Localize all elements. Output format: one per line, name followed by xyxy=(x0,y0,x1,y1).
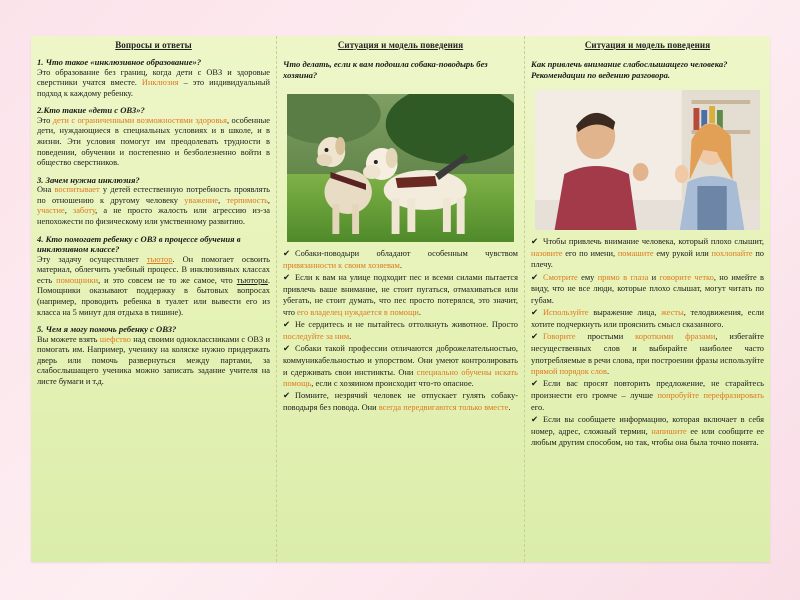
conversation-illustration xyxy=(535,90,760,230)
check-icon: ✔ xyxy=(531,379,539,389)
check-icon: ✔ xyxy=(531,272,539,282)
hearing-tips xyxy=(531,236,764,449)
question-heading: 5. Чем я могу помочь ребенку с ОВЗ? xyxy=(37,324,177,335)
check-icon: ✔ xyxy=(283,320,291,330)
question-heading: 3. Зачем нужна инклюзия? xyxy=(37,174,140,185)
list-item: ✔ Используйте выражение лица, жесты, телодвижения, если хотите подчеркнуть или прояснить смысл сказанного. xyxy=(531,308,765,329)
check-icon: ✔ xyxy=(283,344,291,354)
check-icon: ✔ xyxy=(283,391,291,401)
column-title: Вопросы и ответы xyxy=(115,40,192,50)
answer-text: Это образование без границ, когда дети с ОВЗ и здоровые сверстники учатся вместе. Инклюзия – это индивидуальный подход к каждому ребенку. xyxy=(37,67,270,98)
list-item: ✔ Не сердитесь и не пытайтесь оттолкнуть животное. Просто последуйте за ним. xyxy=(283,320,518,341)
check-icon: ✔ xyxy=(531,237,539,246)
question-heading: 4. Кто помогает ребенку с ОВЗ в процессе обучения в инклюзивном классе? xyxy=(37,233,241,255)
check-icon: ✔ xyxy=(531,308,539,318)
list-item: ✔ Собаки такой профессии отличаются доброжелательностью, коммуникабельностью и упорством. Они умеют контролировать и сдерживать свои инстинкты. Они специально обучены искать помощь, если с хозяином происходит что-то опасное. xyxy=(283,344,518,389)
list-item: ✔ Собаки-поводыри обладают особенным чувством привязанности к своим хозяевам. xyxy=(283,249,518,270)
list-item: ✔ Помните, незрячий человек не отпускает гулять собаку-поводыря без повода. Они всегда передвигаются только вместе. xyxy=(283,391,518,413)
answer-text: Она воспитывает у детей естественную потребность проявлять по отношению к другому человеку уважение, терпимость, участие, заботу, а не просто жалость или агрессию из-за непохожести по физическому или умственному развитию. xyxy=(37,185,271,227)
conversation-photo xyxy=(535,90,760,230)
column-qa xyxy=(31,36,276,562)
situation-question: Что делать, если к вам подошла собака-поводырь без хозяина? xyxy=(283,59,488,80)
answer-text: Эту задачу осуществляет тьютор. Он помогает освоить материал, облегчить учебный процесс. В инклюзивных классах есть помощники, и это совсем не то же самое, что тьюторы. Помощники оказывают поддержку в бытовых вопросах (например, проводить ребенка в туалет или вывести его из класса на 5 минут для отдыха в тишине). xyxy=(37,254,270,317)
guide-dog-tips xyxy=(283,248,518,414)
question-heading: 1. Что такое «инклюзивное образование»? xyxy=(37,57,202,67)
check-icon: ✔ xyxy=(531,332,539,342)
answer-text: Вы можете взять шефство над своими одноклассниками с ОВЗ и помогать им. Например, ученику на коляске нужно придержать дверь или помочь развернуться между партами, за слабослышащего ученика можно записать задание учителя на листе бумаги и т.д. xyxy=(37,334,270,387)
column-guide-dog xyxy=(276,36,524,562)
list-item: ✔ Чтобы привлечь внимание человека, который плохо слышит, назовите его по имени, помашите ему рукой или похлопайте по плечу. xyxy=(531,237,764,270)
list-item: ✔ Смотрите ему прямо в глаза и говорите четко, но имейте в виду, что не все люди, которые плохо слышат, могут читать по губам. xyxy=(531,272,764,306)
check-icon: ✔ xyxy=(531,415,539,425)
list-item: ✔ Если вы сообщаете информацию, которая включает в себя номер, адрес, сложный термин, напишите ее или сообщите ее любым другим способом, но так, чтобы она была точно понята. xyxy=(531,415,764,448)
check-icon: ✔ xyxy=(283,249,291,258)
list-item: ✔ Если вас просят повторить предложение, не старайтесь произнести его громче – лучше попробуйте перефразировать его. xyxy=(531,379,764,412)
situation-question: Как привлечь внимание слабослышащего человека? Рекомендации по ведению разговора. xyxy=(531,59,728,80)
question-heading: 2.Кто такие «дети с ОВЗ»? xyxy=(37,105,145,116)
guide-dogs-photo xyxy=(287,94,514,242)
list-item: ✔ Если к вам на улице подходит пес и всеми силами пытается привлечь ваше внимание, не стоит пугаться, отмахиваться или убегать, не стоит думать, что пес просто потерялся, это значит, что его владелец нуждается в помощи. xyxy=(283,272,518,318)
guide-dogs-illustration xyxy=(287,94,514,242)
brochure-sheet xyxy=(31,36,770,562)
list-item: ✔ Говорите простыми короткими фразами, избегайте несущественных слов и выбирайте наиболее часто употребляемые в речи слова, при построении фразы используйте прямой порядок слов. xyxy=(531,332,765,377)
column-title: Ситуация и модель поведения xyxy=(584,40,711,50)
column-hearing xyxy=(524,36,770,562)
column-title: Ситуация и модель поведения xyxy=(337,40,464,50)
answer-text: Это дети с ограниченными возможностями здоровья, особенные дети, нуждающиеся в специальных условиях и в школе, и в жизни. Эти условия помогут им преодолевать трудности в поведении, обучении и постепенно и безболезненно войти в общество сверстников. xyxy=(37,115,270,168)
check-icon: ✔ xyxy=(283,272,291,282)
